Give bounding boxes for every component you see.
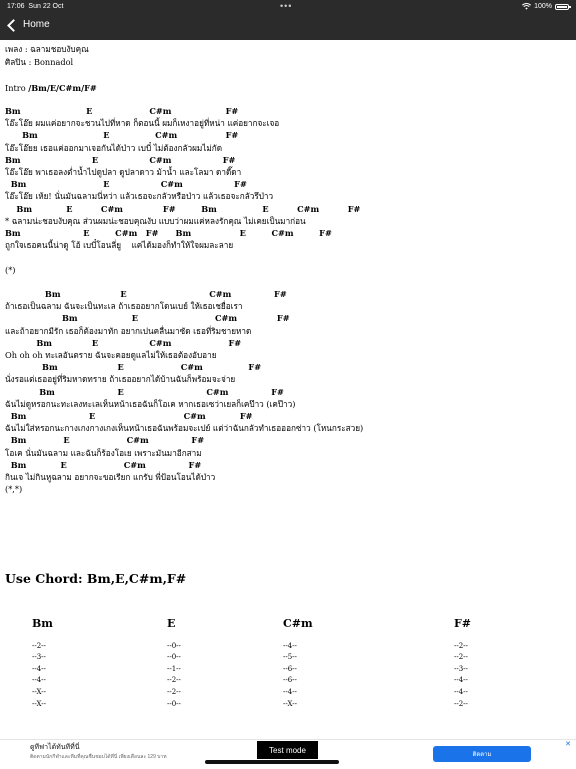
lyric-line: โอ๊ะโอ๊ย เห้ย! นั่นมันฉลามนี่หว่า แล้วเธอจะกลัวหรือป่าว แล้วเธอจะกลัวรึป่าว (5, 191, 274, 202)
chord-tab-fret: --4-- (283, 687, 297, 696)
intro-label: Intro (5, 83, 29, 93)
status-time (7, 3, 63, 10)
lyric-line: (*,*) (5, 484, 23, 495)
ad-subtitle: ติดตามนักกีฬาและทีมที่คุณชื่นชอบได้ที่นี่ เพียงเดือนละ 129 บาท (30, 754, 167, 760)
chord-tab-fret: --0-- (167, 699, 181, 708)
chord-tab-fret: --2-- (454, 641, 468, 650)
status-date-text: Sun 22 Oct (28, 3, 64, 10)
song-title: เพลง : ฉลามชอบงับคุณ (5, 44, 89, 54)
ad-cta-button[interactable]: ติดตาม (433, 746, 531, 762)
lyric-line: ฉันไม่ดูหรอกนะทะเลงทะเลเห็นหน้าเธอฉันก็โอเค หากเธอเซว่าเยลก็เคป๊าว (เคป๊าว) (5, 398, 296, 409)
chord-line: Bm E C#m F# (5, 289, 287, 299)
chord-line: Bm E C#m F# (5, 386, 284, 397)
chord-tab-column (32, 618, 53, 710)
lyric-line: กินเจ ไม่กินหูฉลาม อยากจะขอเรียก แกรับ พี่ป้อนโอนได้ป่าว (5, 472, 216, 482)
chord-tab-fret: --3-- (32, 653, 46, 662)
home-indicator[interactable] (205, 760, 339, 764)
chord-line: Bm E C#m F# (5, 106, 239, 116)
lyric-line: และถ้าอยากมีรัก เธอก็ต้องมาทัก อยากเปนคลื่นมาซัด เธอที่ริมชายหาด (5, 325, 252, 336)
lyric-line: Oh oh oh ทะเลอันตราย ฉันจะคอยดูแลไม่ให้เธอต้องอับอาย (5, 350, 217, 360)
chord-tab-column (454, 618, 471, 710)
chord-line: Bm E C#m F# (5, 130, 239, 141)
chord-tab-name: E (167, 617, 176, 630)
status-right (522, 3, 569, 10)
back-button[interactable] (6, 19, 50, 30)
status-time-text: 17:06 (7, 3, 25, 10)
chord-tab-fret: --6-- (283, 664, 297, 673)
status-bar (0, 0, 576, 14)
navigation-bar (0, 14, 576, 40)
lyric-line: ถ้าเธอเป็นฉลาม ฉันจะเป็นทะเล ถ้าเธออยากโดนเบย์ ให้เธอเชยื่อเรา (5, 301, 243, 312)
chord-line: Bm E C#m F# (5, 362, 262, 373)
lyric-line: นั่งรอแต่เธออยู่ที่ริมหาดทราย ถ้าเธออยากได้บ้านฉันก็พร้อมจะจ่าย (5, 374, 236, 385)
chord-tab-fret: --4-- (454, 676, 468, 685)
artist-line: ศิลปิน : Bonnadol (5, 57, 74, 67)
use-chord-title: Use Chord: Bm,E,C#m,F# (5, 571, 187, 586)
chord-tab-fret: --0-- (167, 653, 181, 662)
chord-tab-fret: --2-- (167, 676, 181, 685)
wifi-icon (522, 3, 531, 10)
chord-tab-column (283, 618, 313, 710)
lyric-line: โอ๊ะโอ๊ยย เธอแค่ออกมาเจอกันได้ป่าว เบบี๋ ไม่ต้องกลัวผมไม่กัด (5, 142, 223, 153)
ad-title: ดูทีฟาได้ทันทีที่นี่ (30, 744, 80, 751)
intro-line (5, 83, 97, 93)
intro-chords: /Bm/E/C#m/F# (28, 83, 97, 93)
chevron-left-icon (7, 19, 20, 32)
chord-line: Bm E C#m F# (5, 313, 290, 324)
lyric-line: ถูกใจเธอคนนี้น่าดู โอ้ เบบี๋โอนลี่ยู แค่ได้มองก็ทำให้ใจผมละลาย (5, 240, 234, 251)
chord-line: Bm E C#m F# (5, 411, 253, 421)
lyric-line: โอ๊ะโอ๊ย พาเธอลงต่ำน้ำไปดูปลา ดูปลาดาว ม้าน้ำ และโลมา ดาดี๊ดา (5, 167, 242, 177)
chord-tab-name: Bm (32, 617, 53, 630)
chord-tab-fret: --3-- (454, 664, 468, 673)
chord-tab-fret: --X-- (32, 699, 46, 708)
chord-tab-fret: --2-- (32, 641, 46, 650)
battery-icon (555, 4, 569, 10)
ad-close-icon[interactable]: ✕ (565, 741, 571, 748)
chord-tab-fret: --4-- (283, 641, 297, 650)
chord-tab-fret: --4-- (454, 687, 468, 696)
chord-tab-fret: --X-- (32, 687, 46, 696)
multitask-dots-icon[interactable]: ••• (280, 1, 293, 11)
lyric-line: โอ๊ะโอ๊ย ผมแค่อยากจะชวนไปที่หาด ก็ตอนนี้ ผมก็เหงาอยู่ที่หน่า แค่อยากจะเจอ (5, 118, 280, 129)
chord-tab-column (167, 618, 181, 710)
lyric-line: ฉันไม่ใส่หรอกนะกางเกงกางเกงเห็นหน้าเธอฉันพร้อมจะเปย์ แต่ว่าฉันกลัวทำเธอออกซ่าว (โหนกระสวย) (5, 423, 364, 434)
chord-tab-fret: --1-- (167, 664, 181, 673)
chord-line: Bm E C#m F# (5, 154, 236, 165)
chord-tab-fret: --2-- (167, 687, 181, 696)
chord-tab-fret: --4-- (32, 664, 46, 673)
back-label: Home (23, 19, 50, 30)
song-content[interactable] (5, 44, 571, 739)
chord-tab-fret: --2-- (454, 653, 468, 662)
chord-line: Bm E C#m F# (5, 435, 205, 446)
chord-line: Bm E C#m F# (5, 337, 242, 348)
chord-line: Bm E C#m F# (5, 179, 247, 190)
chord-tab-fret: --5-- (283, 653, 297, 662)
test-mode-badge: Test mode (257, 741, 318, 759)
chord-line: Bm E C#m F# Bm E C#m F# (5, 203, 361, 214)
lyric-line: * ฉลามน่ะชอบงับคุณ ส่วนผมน่ะชอบคุณงับ แบบว่าผมแค่หลงรักคุณ ไม่เคยเป็นมาก่อน (5, 215, 306, 226)
chord-tab-name: F# (454, 617, 472, 630)
chord-tab-fret: --2-- (454, 699, 468, 708)
lyric-line: (*) (5, 264, 16, 275)
chord-tab-fret: --X-- (283, 699, 297, 708)
chord-tab-name: C#m (283, 617, 313, 630)
battery-percent: 100% (534, 3, 552, 10)
chord-tab-fret: --6-- (283, 676, 297, 685)
chord-tab-fret: --0-- (167, 641, 181, 650)
chord-tab-fret: --4-- (32, 676, 46, 685)
chord-line: Bm E C#m F# (5, 459, 202, 470)
lyric-line: โอเค นั่นมันฉลาม และฉันก็ร้องโอเย เพราะมันมาอีกสาม (5, 447, 202, 458)
chord-line: Bm E C#m F# Bm E C#m F# (5, 228, 332, 238)
